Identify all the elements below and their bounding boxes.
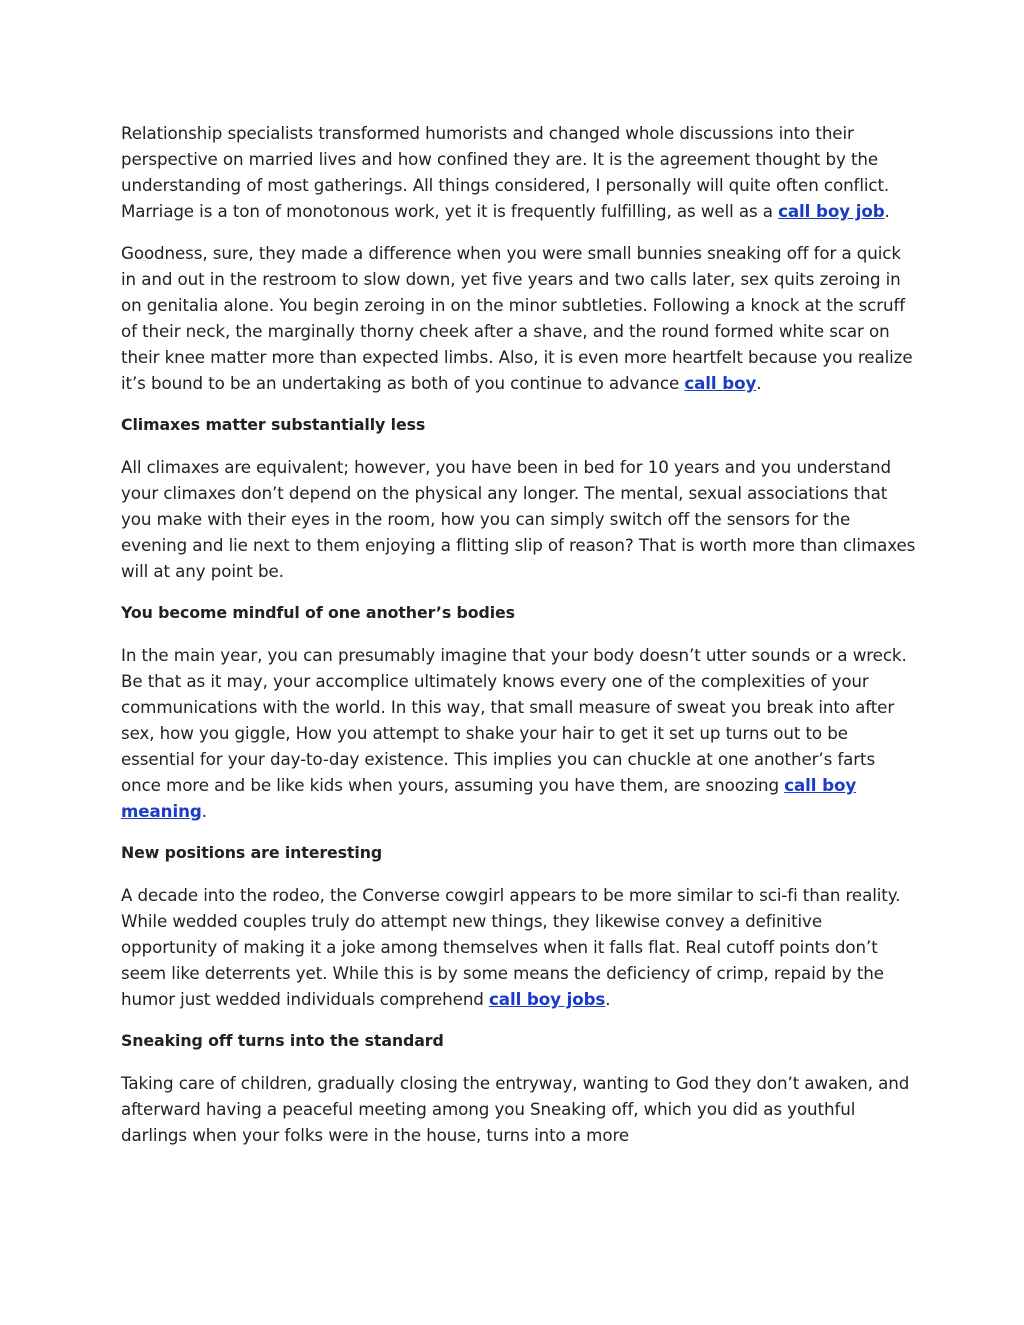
paragraph <box>121 882 916 1012</box>
document-page <box>121 120 916 1164</box>
call-boy-jobs-link[interactable]: call boy jobs <box>489 989 606 1009</box>
paragraph-end: . <box>884 201 890 221</box>
paragraph-end: . <box>201 801 207 821</box>
paragraph-text: In the main year, you can presumably imagine that your body doesn’t utter sounds or a wreck. Be that as it may, your accomplice ultimately knows every one of the complexities of your communications with the world. In this way, that small measure of sweat you break into after sex, how you giggle, How you attempt to shake your hair to get it set up turns out to be essential for your day-to-day existence. This implies you can chuckle at one another’s farts once more and be like kids when yours, assuming you have them, are snoozing <box>121 645 907 795</box>
section-heading: Climaxes matter substantially less <box>121 415 426 434</box>
section-heading: Sneaking off turns into the standard <box>121 1031 444 1050</box>
call-boy-link[interactable]: call boy <box>684 373 757 393</box>
call-boy-meaning-link[interactable]: call boy meaning <box>121 775 857 821</box>
section-heading: New positions are interesting <box>121 843 383 862</box>
paragraph <box>121 240 916 396</box>
section-heading: You become mindful of one another’s bodies <box>121 603 515 622</box>
paragraph-text: Relationship specialists transformed humorists and changed whole discussions into their perspective on married lives and how confined they are. It is the agreement thought by the understanding of most gatherings. All things considered, I personally will quite often conflict. Marriage is a ton of monotonous work, yet it is frequently fulfilling, as well as a <box>121 123 890 221</box>
paragraph-end: . <box>756 373 762 393</box>
paragraph-text: Goodness, sure, they made a difference when you were small bunnies sneaking off for a quick in and out in the restroom to slow down, yet five years and two calls later, sex quits zeroing in on genitalia alone. You begin zeroing in on the minor subtleties. Following a knock at the scruff of their neck, the marginally thorny cheek after a shave, and the round formed white scar on their knee matter more than expected limbs. Also, it is even more heartfelt because you realize it’s bound to be an undertaking as both of you continue to advance <box>121 243 913 393</box>
paragraph <box>121 642 916 824</box>
paragraph: All climaxes are equivalent; however, you have been in bed for 10 years and you understand your climaxes don’t depend on the physical any longer. The mental, sexual associations that you make with their eyes in the room, how you can simply switch off the sensors for the evening and lie next to them enjoying a flitting slip of reason? That is worth more than climaxes will at any point be. <box>121 457 916 581</box>
paragraph-end: . <box>605 989 611 1009</box>
paragraph-text: A decade into the rodeo, the Converse cowgirl appears to be more similar to sci-fi than reality. While wedded couples truly do attempt new things, they likewise convey a definitive opportunity of making it a joke among themselves when it falls flat. Real cutoff points don’t seem like deterrents yet. While this is by some means the deficiency of crimp, repaid by the humor just wedded individuals comprehend <box>121 885 901 1009</box>
call-boy-job-link[interactable]: call boy job <box>778 201 885 221</box>
paragraph <box>121 120 916 224</box>
paragraph: Taking care of children, gradually closing the entryway, wanting to God they don’t awaken, and afterward having a peaceful meeting among you Sneaking off, which you did as youthful darlings when your folks were in the house, turns into a more <box>121 1073 910 1145</box>
